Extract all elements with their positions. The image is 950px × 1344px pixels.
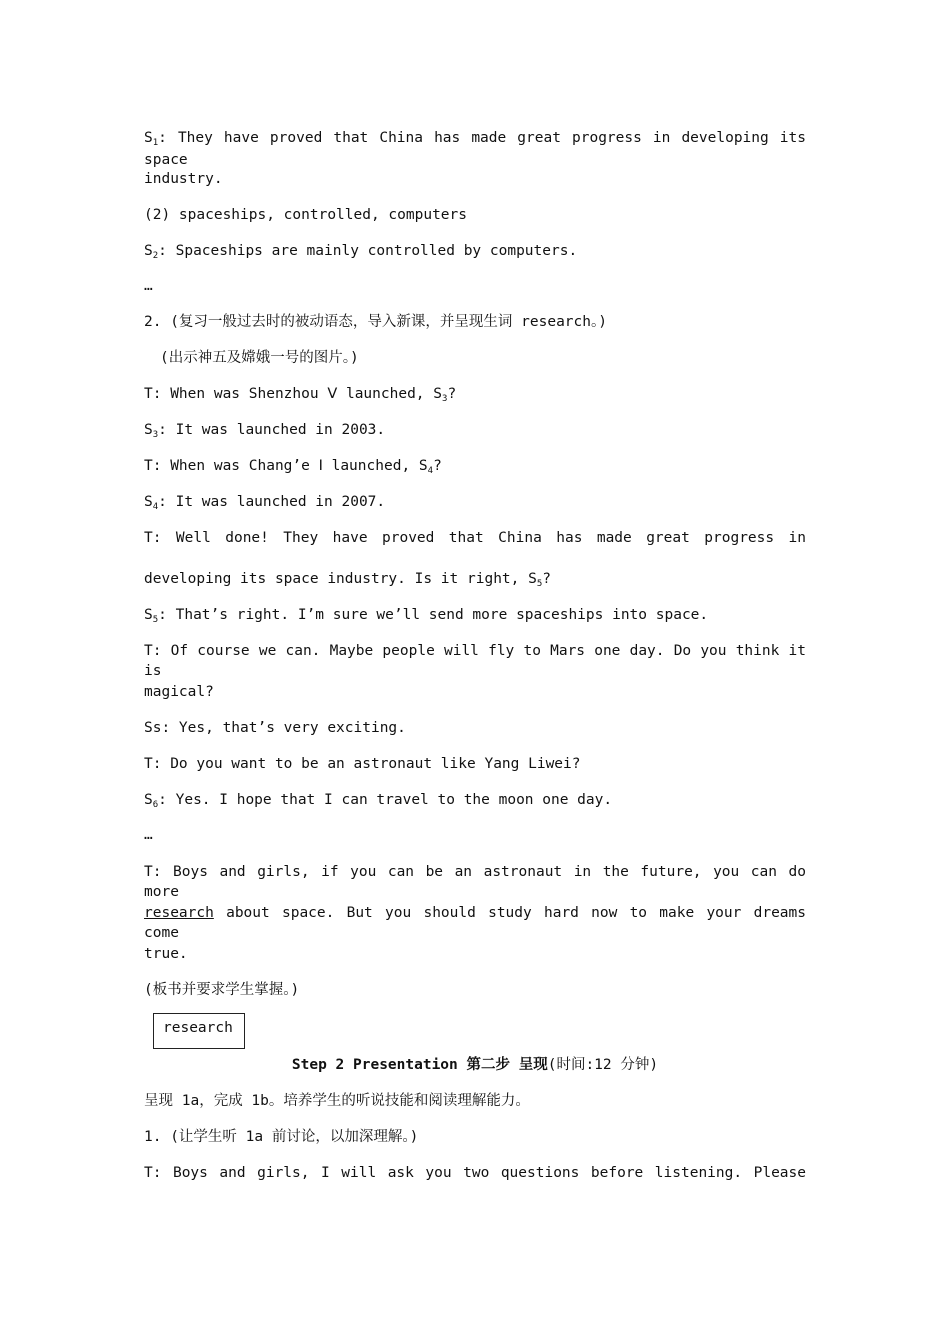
text-line: T: Boys and girls, if you can be an astronaut in the future, you can do more bbox=[144, 864, 806, 900]
text-line: T: When was Shenzhou Ⅴ launched, $S_3$? bbox=[144, 386, 457, 404]
text-line: T: Of course we can. Maybe people will fly to Mars one day. Do you think it is bbox=[144, 643, 806, 679]
text-line: $S_4$: It was launched in 2007. bbox=[144, 494, 386, 512]
text-line: research about space. But you should study hard now to make your dreams come bbox=[144, 905, 806, 941]
text-line: 1. (让学生听 1a 前讨论，以加深理解。) bbox=[144, 1129, 419, 1145]
text-line: $S_6$: Yes. I hope that I can travel to the moon one day. bbox=[144, 792, 613, 810]
text-line: $S_5$: That’s right. I’m sure we’ll send more spaceships into space. bbox=[144, 607, 709, 625]
blackboard-word-box: research bbox=[153, 1013, 245, 1049]
text-line: T: When was Chang’e Ⅰ launched, $S_4$? bbox=[144, 458, 442, 476]
text-line: Ss: Yes, that’s very exciting. bbox=[144, 720, 406, 736]
text-line: $S_1$: They have proved that China has made great progress in developing its space bbox=[144, 130, 806, 168]
text-line: 2. (复习一般过去时的被动语态，导入新课，并呈现生词 research。) bbox=[144, 314, 607, 330]
text-line: $S_2$: Spaceships are mainly controlled by computers. bbox=[144, 243, 578, 261]
ellipsis: … bbox=[144, 278, 153, 294]
text-line: T: Well done! They have proved that China has made great progress in bbox=[144, 530, 806, 546]
text-line: (板书并要求学生掌握。) bbox=[144, 982, 300, 998]
text-line: magical? bbox=[144, 684, 214, 700]
text-line: true. bbox=[144, 946, 188, 962]
text-line: (出示神五及嫦娥一号的图片。) bbox=[160, 350, 359, 366]
ellipsis: … bbox=[144, 827, 153, 843]
section-heading: Step 2 Presentation 第二步 呈现(时间:12 分钟) bbox=[291, 1057, 659, 1073]
text-line: T: Do you want to be an astronaut like Yang Liwei? bbox=[144, 756, 581, 772]
text-line: (2) spaceships, controlled, computers bbox=[144, 207, 468, 223]
underlined-word: research bbox=[144, 905, 214, 921]
text-line: $S_3$: It was launched in 2003. bbox=[144, 422, 386, 440]
text-line: 呈现 1a，完成 1b。培养学生的听说技能和阅读理解能力。 bbox=[144, 1093, 530, 1109]
text-line: T: Boys and girls, I will ask you two questions before listening. Please bbox=[144, 1165, 806, 1181]
text-line: industry. bbox=[144, 171, 223, 187]
text-line: developing its space industry. Is it right, $S_5$? bbox=[144, 571, 551, 589]
